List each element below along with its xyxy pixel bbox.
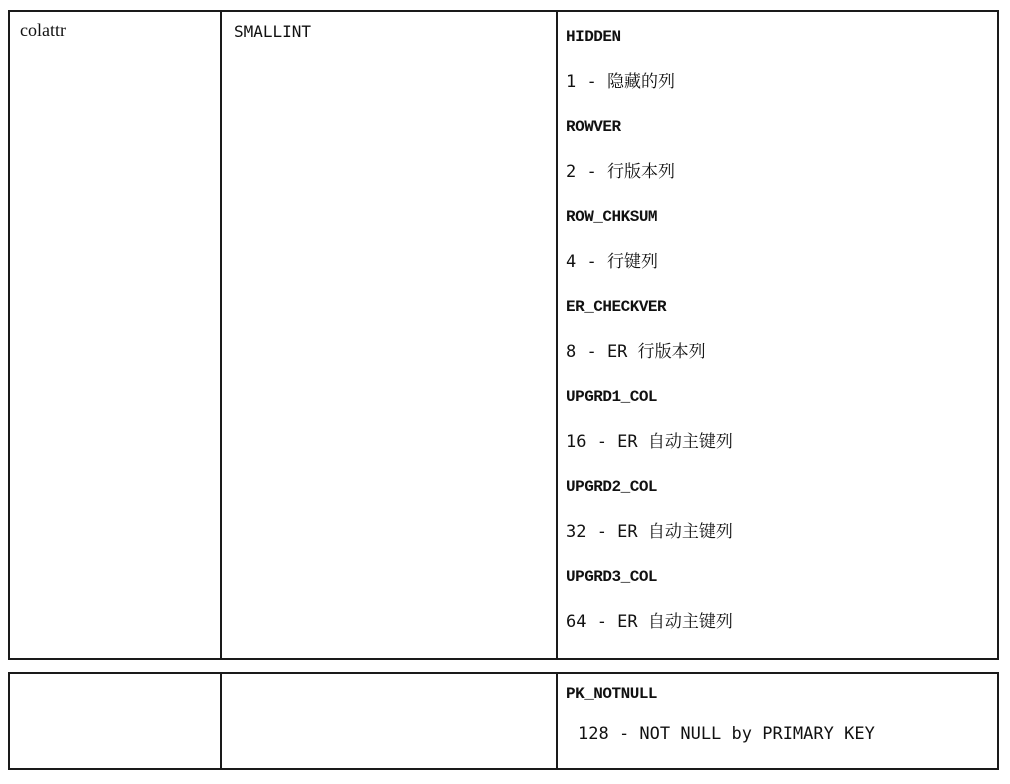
flag-name: ROW_CHKSUM bbox=[566, 208, 658, 226]
column-attributes-table-continued bbox=[8, 672, 999, 770]
values-cell bbox=[557, 11, 998, 659]
data-type-cell bbox=[221, 673, 557, 769]
flag-description: 2 - 行版本列 bbox=[566, 162, 675, 182]
column-name-cell bbox=[9, 673, 221, 769]
flag-name: UPGRD2_COL bbox=[566, 478, 658, 496]
flag-name: PK_NOTNULL bbox=[566, 685, 658, 703]
flag-name: ROWVER bbox=[566, 118, 621, 136]
column-attributes-table bbox=[8, 10, 999, 660]
column-name-cell: colattr bbox=[9, 11, 221, 659]
flag-name: HIDDEN bbox=[566, 28, 621, 46]
flag-description: 8 - ER 行版本列 bbox=[566, 342, 706, 362]
table-row bbox=[9, 673, 998, 769]
flag-description: 64 - ER 自动主键列 bbox=[566, 612, 733, 632]
flag-description: 128 - NOT NULL by PRIMARY KEY bbox=[578, 724, 875, 744]
values-cell bbox=[557, 673, 998, 769]
flag-description: 16 - ER 自动主键列 bbox=[566, 432, 733, 452]
flag-description: 4 - 行键列 bbox=[566, 252, 658, 272]
flag-name: ER_CHECKVER bbox=[566, 298, 667, 316]
data-type-cell: SMALLINT bbox=[221, 11, 557, 659]
flag-name: UPGRD1_COL bbox=[566, 388, 658, 406]
flag-name: UPGRD3_COL bbox=[566, 568, 658, 586]
flag-description: 1 - 隐藏的列 bbox=[566, 72, 675, 92]
flag-description: 32 - ER 自动主键列 bbox=[566, 522, 733, 542]
table-row bbox=[9, 11, 998, 659]
